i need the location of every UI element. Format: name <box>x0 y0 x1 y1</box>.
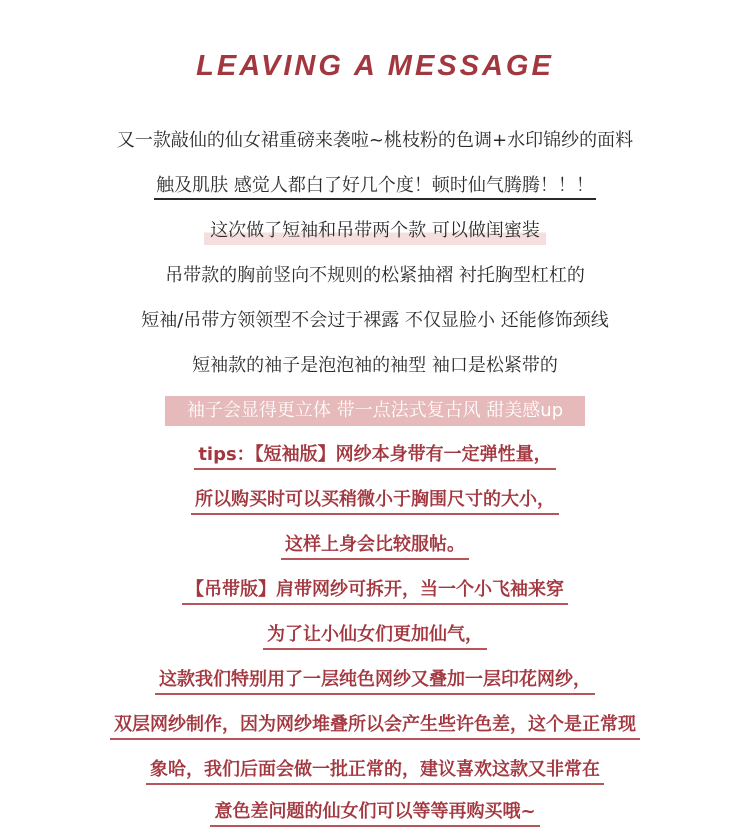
tips-text: 所以购买时可以买稍微小于胸围尺寸的大小， <box>191 487 559 515</box>
tips-line-9 <box>0 799 750 827</box>
message-text: 触及肌肤 感觉人都白了好几个度！顿时仙气腾腾！！！ <box>154 174 596 200</box>
tips-line-8 <box>0 757 750 785</box>
tips-text: tips：【短袖版】网纱本身带有一定弹性量， <box>194 442 555 470</box>
tips-text: 这样上身会比较服帖。 <box>281 532 469 560</box>
tips-line-1 <box>0 442 750 470</box>
tips-text: 双层网纱制作，因为网纱堆叠所以会产生些许色差，这个是正常现 <box>110 712 640 740</box>
tips-line-7 <box>0 712 750 740</box>
message-line-4 <box>0 262 750 290</box>
tips-line-4 <box>0 577 750 605</box>
tips-line-2 <box>0 487 750 515</box>
message-line-1 <box>0 127 750 155</box>
tips-text: 意色差问题的仙女们可以等等再购买哦~ <box>210 799 539 827</box>
tips-line-3 <box>0 532 750 560</box>
message-text: 吊带款的胸前竖向不规则的松紧抽褶 衬托胸型杠杠的 <box>165 265 585 286</box>
message-line-2 <box>0 174 750 200</box>
tips-text: 【吊带版】肩带网纱可拆开，当一个小飞袖来穿 <box>182 577 568 605</box>
message-line-3 <box>0 217 750 245</box>
message-line-7 <box>0 396 750 426</box>
tips-text: 象哈，我们后面会做一批正常的，建议喜欢这款又非常在 <box>146 757 604 785</box>
message-line-5 <box>0 307 750 335</box>
tips-text: 这款我们特别用了一层纯色网纱又叠加一层印花网纱， <box>155 667 595 695</box>
tips-line-5 <box>0 622 750 650</box>
message-text: 这次做了短袖和吊带两个款 可以做闺蜜装 <box>204 217 546 245</box>
page-title: LEAVING A MESSAGE <box>196 50 554 82</box>
tips-line-6 <box>0 667 750 695</box>
message-text: 短袖款的袖子是泡泡袖的袖型 袖口是松紧带的 <box>192 355 558 376</box>
message-text: 袖子会显得更立体 带一点法式复古风 甜美感up <box>165 396 585 426</box>
message-text: 短袖/吊带方领领型不会过于裸露 不仅显脸小 还能修饰颈线 <box>141 310 609 331</box>
message-line-6 <box>0 352 750 380</box>
tips-text: 为了让小仙女们更加仙气， <box>263 622 487 650</box>
message-text: 又一款敲仙的仙女裙重磅来袭啦~桃枝粉的色调+水印锦纱的面料 <box>116 130 634 151</box>
